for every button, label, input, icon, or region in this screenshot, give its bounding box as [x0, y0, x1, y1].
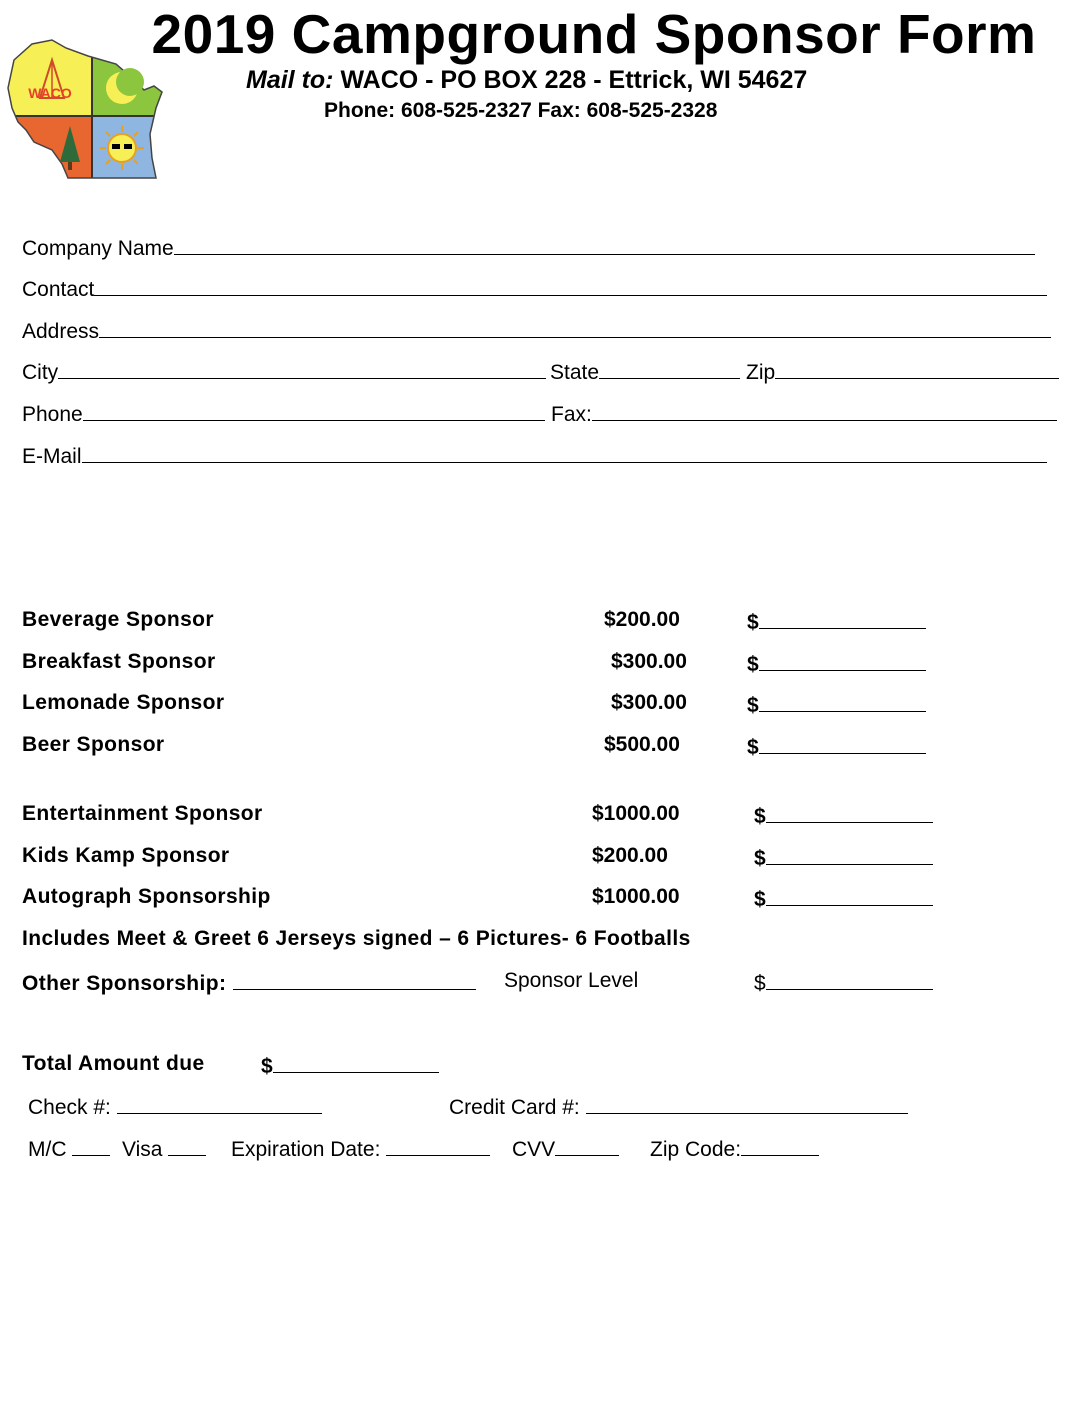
sponsor-price: $1000.00 — [592, 802, 680, 825]
visa-field[interactable]: Visa — [122, 1135, 206, 1162]
phone-fax-line: Phone: 608-525-2327 Fax: 608-525-2328 — [324, 99, 718, 122]
sponsor-price: $500.00 — [604, 733, 680, 756]
sponsor-label: Kids Kamp Sponsor — [22, 844, 230, 867]
expiration-date-field[interactable]: Expiration Date: — [231, 1135, 490, 1162]
sponsor-amount-field[interactable]: $ — [754, 885, 933, 912]
company-name-field[interactable]: Company Name — [22, 234, 1035, 261]
zip-code-field[interactable]: Zip Code: — [650, 1135, 819, 1162]
phone-field[interactable]: Phone — [22, 400, 545, 427]
sponsor-level-label: Sponsor Level — [504, 969, 639, 992]
sponsor-amount-field[interactable]: $ — [747, 733, 926, 760]
sponsor-amount-field[interactable]: $ — [754, 844, 933, 871]
sponsor-label: Beverage Sponsor — [22, 608, 214, 631]
state-field[interactable]: State — [550, 358, 740, 385]
logo-text: WACO — [28, 85, 72, 101]
other-amount-field[interactable]: $ — [754, 969, 933, 996]
other-sponsorship-field[interactable]: Other Sponsorship: — [22, 969, 476, 996]
city-field[interactable]: City — [22, 358, 546, 385]
mail-to-label: Mail to: — [246, 66, 334, 94]
waco-logo — [4, 38, 168, 180]
sponsor-label: Breakfast Sponsor — [22, 650, 216, 673]
sponsor-label: Entertainment Sponsor — [22, 802, 263, 825]
total-amount-label: Total Amount due — [22, 1052, 205, 1075]
address-field[interactable]: Address — [22, 317, 1051, 344]
sponsor-amount-field[interactable]: $ — [754, 802, 933, 829]
sponsor-amount-field[interactable]: $ — [747, 650, 926, 677]
sponsor-amount-field[interactable]: $ — [747, 608, 926, 635]
credit-card-field[interactable]: Credit Card #: — [449, 1093, 908, 1120]
sponsor-price: $300.00 — [611, 691, 687, 714]
sponsor-label: Beer Sponsor — [22, 733, 165, 756]
mail-to-line — [246, 66, 807, 95]
zip-field[interactable]: Zip — [746, 358, 1059, 385]
sponsor-price: $200.00 — [592, 844, 668, 867]
email-field[interactable]: E-Mail — [22, 442, 1047, 469]
sponsor-amount-field[interactable]: $ — [747, 691, 926, 718]
sponsor-price: $300.00 — [611, 650, 687, 673]
sponsor-label: Autograph Sponsorship — [22, 885, 271, 908]
total-amount-field[interactable]: $ — [261, 1052, 439, 1079]
autograph-note: Includes Meet & Greet 6 Jerseys signed – 6 Pictures- 6 Footballs — [22, 927, 691, 950]
mc-field[interactable]: M/C — [28, 1135, 110, 1162]
cvv-field[interactable]: CVV — [512, 1135, 619, 1162]
page-title: 2019 Campground Sponsor Form — [151, 3, 1037, 65]
sponsor-price: $1000.00 — [592, 885, 680, 908]
fax-field[interactable]: Fax: — [551, 400, 1057, 427]
sponsor-price: $200.00 — [604, 608, 680, 631]
sponsor-label: Lemonade Sponsor — [22, 691, 225, 714]
mail-address: WACO - PO BOX 228 - Ettrick, WI 54627 — [333, 66, 808, 94]
check-number-field[interactable]: Check #: — [28, 1093, 322, 1120]
contact-field[interactable]: Contact — [22, 275, 1047, 302]
